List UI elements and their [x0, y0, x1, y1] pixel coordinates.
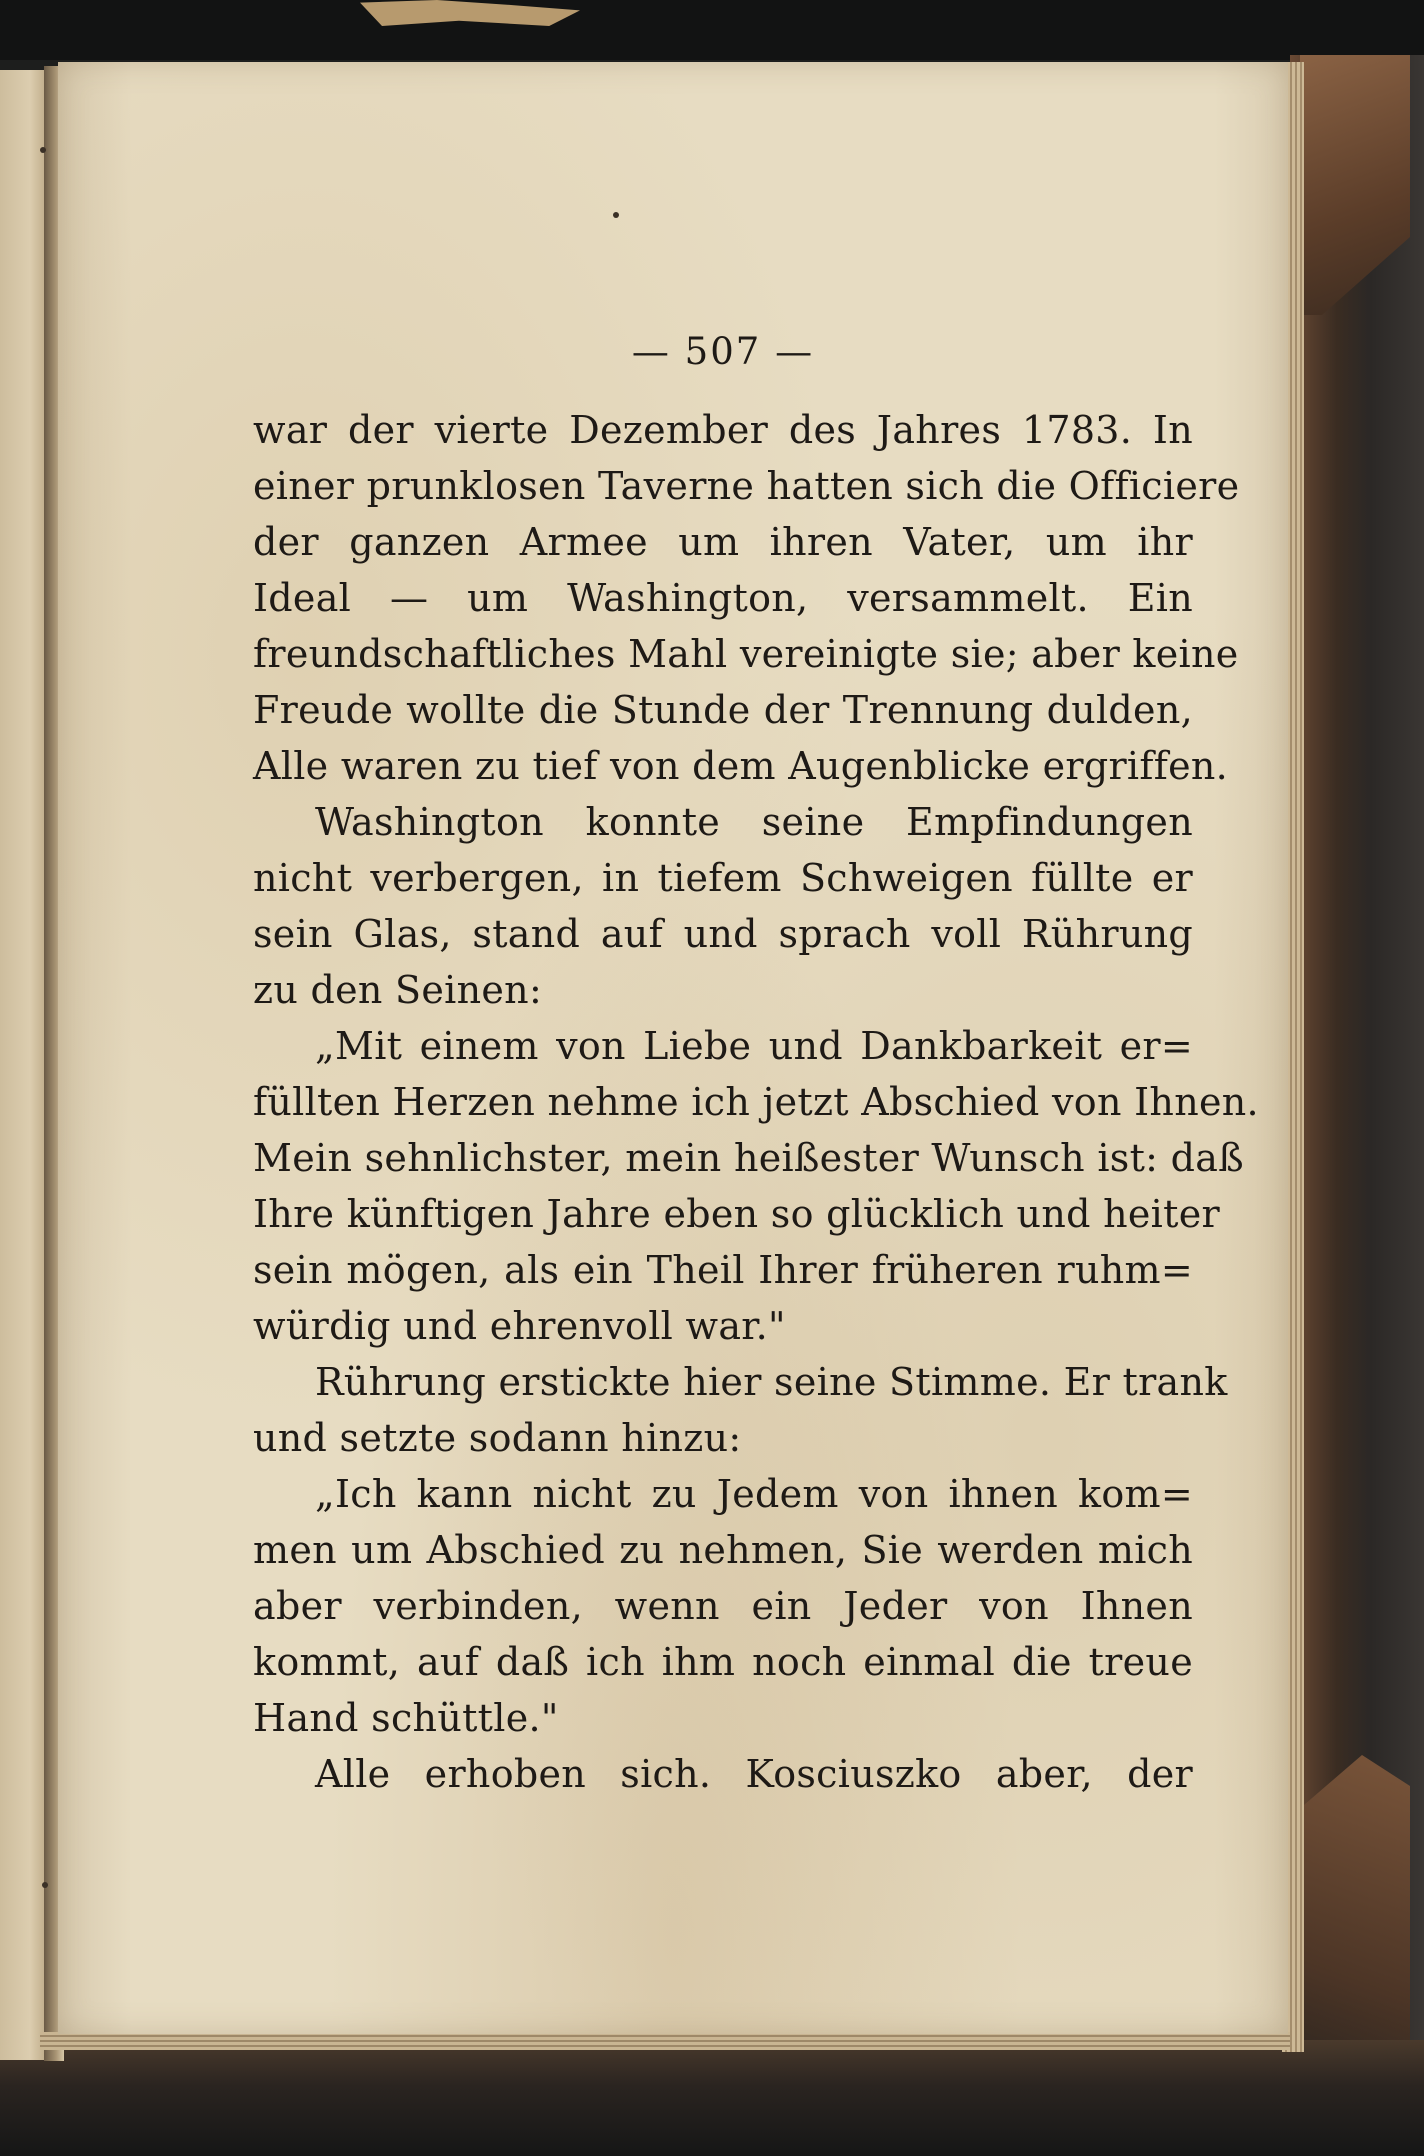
book-page — [58, 62, 1288, 2034]
text-line: der ganzen Armee um ihren Vater, um ihr — [253, 520, 1193, 564]
text-line: einer prunklosen Taverne hatten sich die Officiere — [253, 464, 1240, 508]
text-line: Alle waren zu tief von dem Augenblicke ergriffen. — [253, 744, 1229, 788]
text-line: Mein sehnlichster, mein heißester Wunsch ist: daß — [253, 1136, 1244, 1180]
book-cover-bottom — [0, 2040, 1424, 2156]
book-cover-right — [1290, 55, 1424, 2065]
text-line: füllten Herzen nehme ich jetzt Abschied von Ihnen. — [253, 1080, 1259, 1124]
text-line: Freude wollte die Stunde der Trennung dulden, — [253, 688, 1193, 732]
ink-speck — [42, 1882, 48, 1888]
text-line: „Mit einem von Liebe und Dankbarkeit er= — [315, 1024, 1193, 1068]
text-line: würdig und ehrenvoll war." — [253, 1304, 786, 1348]
text-line: zu den Seinen: — [253, 968, 543, 1012]
text-line: war der vierte Dezember des Jahres 1783. In — [253, 408, 1193, 452]
text-line: sein Glas, stand auf und sprach voll Rührung — [253, 912, 1193, 956]
text-line: „Ich kann nicht zu Jedem von ihnen kom= — [315, 1472, 1193, 1516]
leather-patch-top — [1300, 55, 1410, 315]
text-line: freundschaftliches Mahl vereinigte sie; aber keine — [253, 632, 1239, 676]
text-line: aber verbinden, wenn ein Jeder von Ihnen — [253, 1584, 1193, 1628]
ink-speck — [40, 147, 46, 153]
text-line: Ideal — um Washington, versammelt. Ein — [253, 576, 1193, 620]
text-line: men um Abschied zu nehmen, Sie werden mich — [253, 1528, 1193, 1572]
text-line: Alle erhoben sich. Kosciuszko aber, der — [315, 1752, 1193, 1796]
background-top — [0, 0, 1424, 60]
text-line: kommt, auf daß ich ihm noch einmal die treue — [253, 1640, 1193, 1684]
page-stack-edge-bottom — [40, 2032, 1290, 2050]
page-number: — 507 — — [631, 330, 815, 373]
text-line: Ihre künftigen Jahre eben so glücklich und heiter — [253, 1192, 1220, 1236]
text-line: sein mögen, als ein Theil Ihrer früheren ruhm= — [253, 1248, 1193, 1292]
left-facing-page — [0, 70, 50, 2060]
text-line: nicht verbergen, in tiefem Schweigen füllte er — [253, 856, 1193, 900]
text-line: Hand schüttle." — [253, 1696, 559, 1740]
text-line: und setzte sodann hinzu: — [253, 1416, 742, 1460]
text-line: Rührung erstickte hier seine Stimme. Er trank — [315, 1360, 1228, 1404]
text-line: Washington konnte seine Empfindungen — [315, 800, 1193, 844]
leather-patch-bottom — [1290, 1755, 1410, 2065]
ink-speck — [613, 212, 619, 218]
